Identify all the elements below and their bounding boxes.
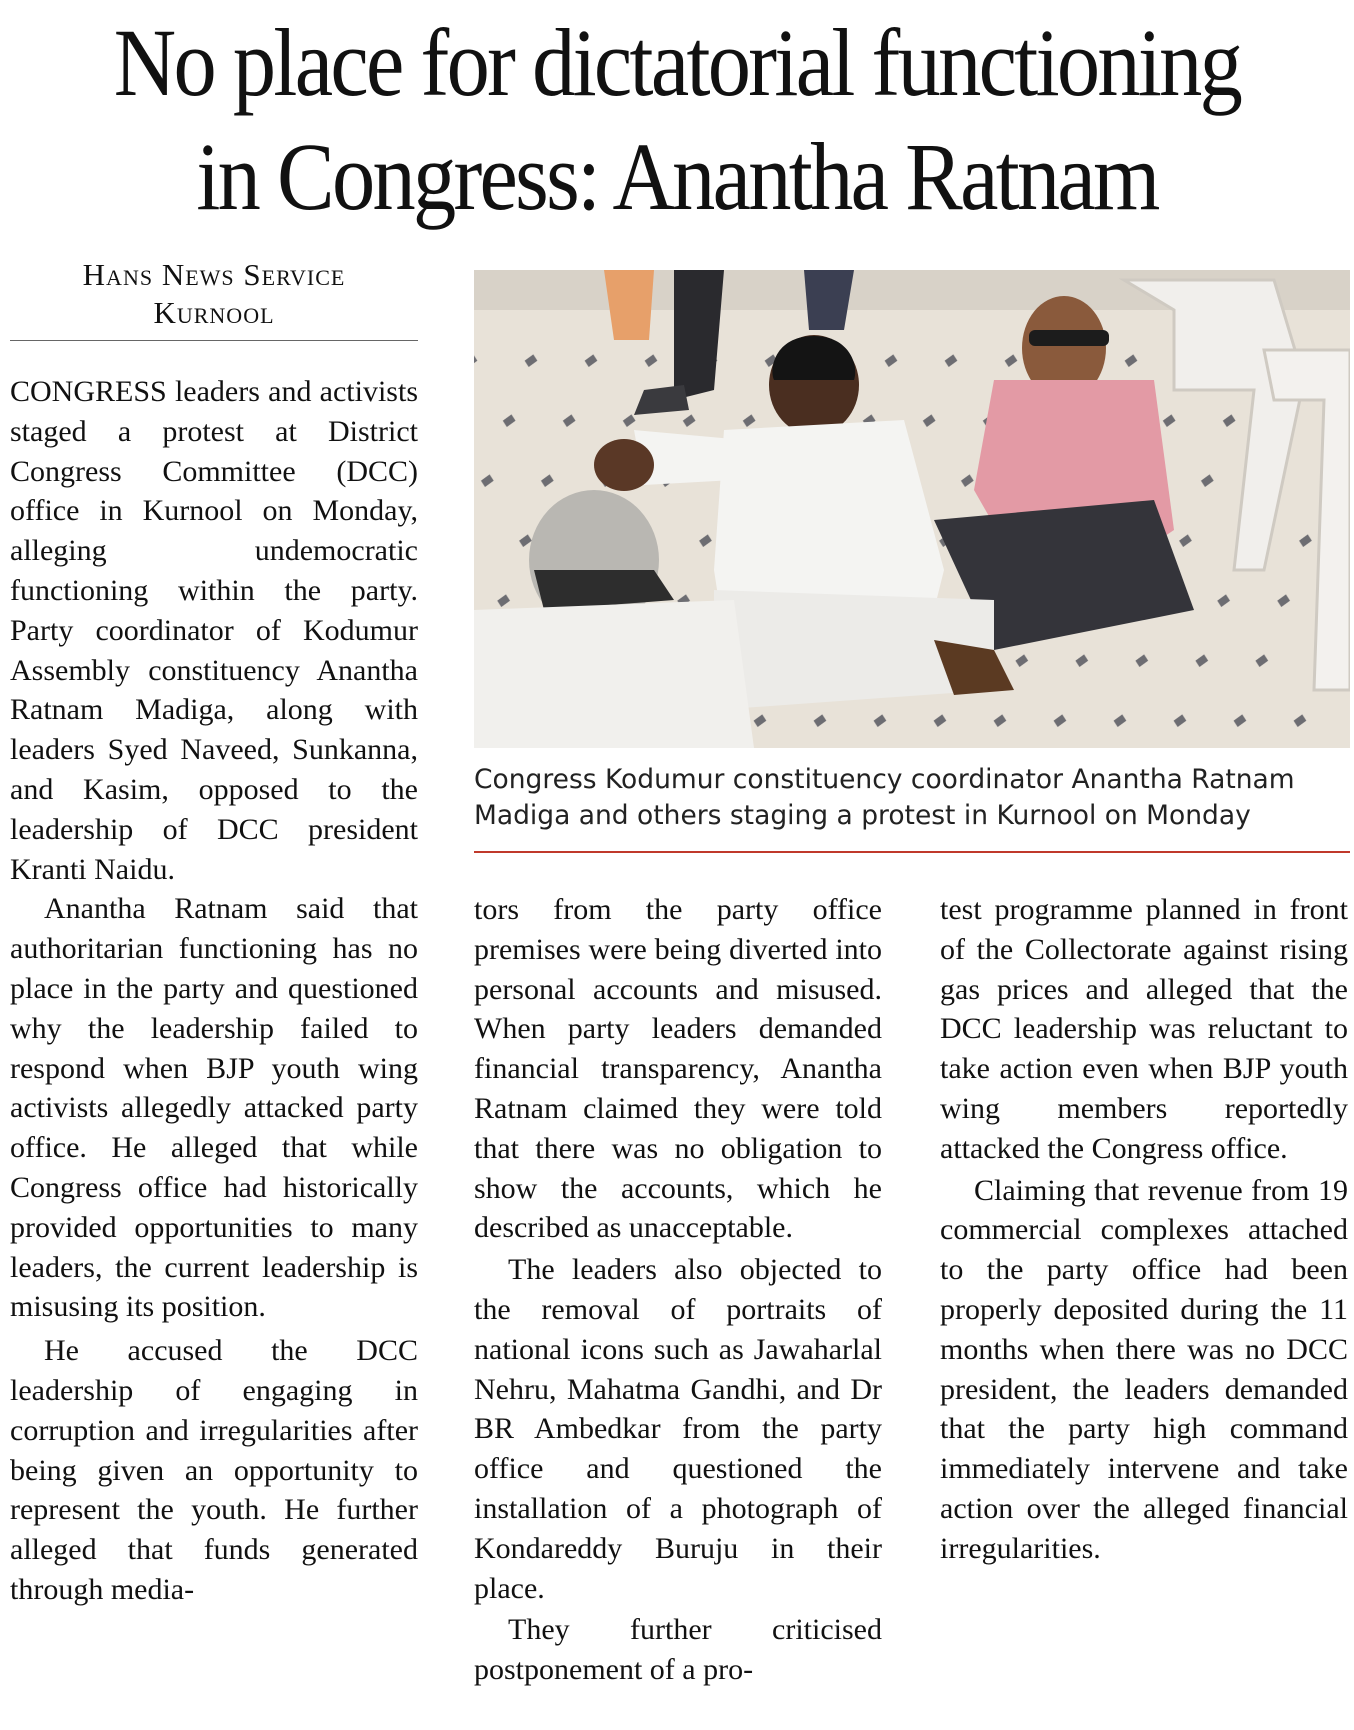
news-photo (474, 270, 1350, 748)
caption-divider (474, 851, 1350, 853)
paragraph: CONGRESS leaders and activists staged a protest at District Congress Committee (DCC) office in Kurnool on Monday, alleging undemocratic functioning within the party. Party coordinator of Kodumur Assembly constituency Anantha Ratnam Madiga, along with leaders Syed Naveed, Sunkanna, and Kasim, opposed to the leadership of DCC president Kranti Naidu. (10, 375, 418, 886)
headline-line-1: No place for dictatorial functioning (113, 9, 1241, 116)
article-column-3 (940, 890, 1348, 1569)
byline-dateline: Kurnool (153, 295, 275, 330)
headline-line-2: in Congress: Anantha Ratnam (196, 123, 1158, 230)
article-column-1 (10, 372, 418, 1610)
paragraph: The leaders also objected to the removal of portraits of national icons such as Jawaharlal Nehru, Mahatma Gandhi, and Dr BR Ambedkar from the party office and questioned the installation of a photograph of Kondareddy Buruju in their place. (474, 1253, 882, 1605)
article-column-2 (474, 890, 882, 1690)
paragraph: tors from the party office premises were being diverted into personal accounts and misused. When party leaders demanded financial transparency, Anantha Ratnam claimed they were told that there was no obligation to show the accounts, which he described as unacceptable. (474, 893, 882, 1245)
paragraph: Anantha Ratnam said that authoritarian functioning has no place in the party and questioned why the leadership failed to respond when BJP youth wing activists allegedly attacked party office. He alleged that while Congress office had historically provided opportunities to many leaders, the current leadership is misusing its position. (10, 892, 418, 1324)
paragraph: They further criticised postponement of a pro- (474, 1613, 882, 1687)
byline (10, 256, 418, 332)
byline-agency: Hans News Service (82, 257, 346, 292)
paragraph: test programme planned in front of the Collectorate against rising gas prices and alleged that the DCC leadership was reluctant to take action even when BJP youth wing members reportedly attacked the Congress office. (940, 893, 1348, 1165)
paragraph: Claiming that revenue from 19 commercial complexes attached to the party office had been properly deposited during the 11 months when there was no DCC president, the leaders demanded that the party high command immediately intervene and take action over the alleged financial irregularities. (940, 1173, 1348, 1565)
photo-caption: Congress Kodumur constituency coordinator Anantha Ratnam Madiga and others staging a protest in Kurnool on Monday (474, 764, 1295, 831)
headline (68, 6, 1287, 234)
paragraph: He accused the DCC leadership of engaging in corruption and irregularities after being given an opportunity to represent the youth. He further alleged that funds generated through media- (10, 1334, 418, 1606)
byline-divider (10, 340, 418, 341)
